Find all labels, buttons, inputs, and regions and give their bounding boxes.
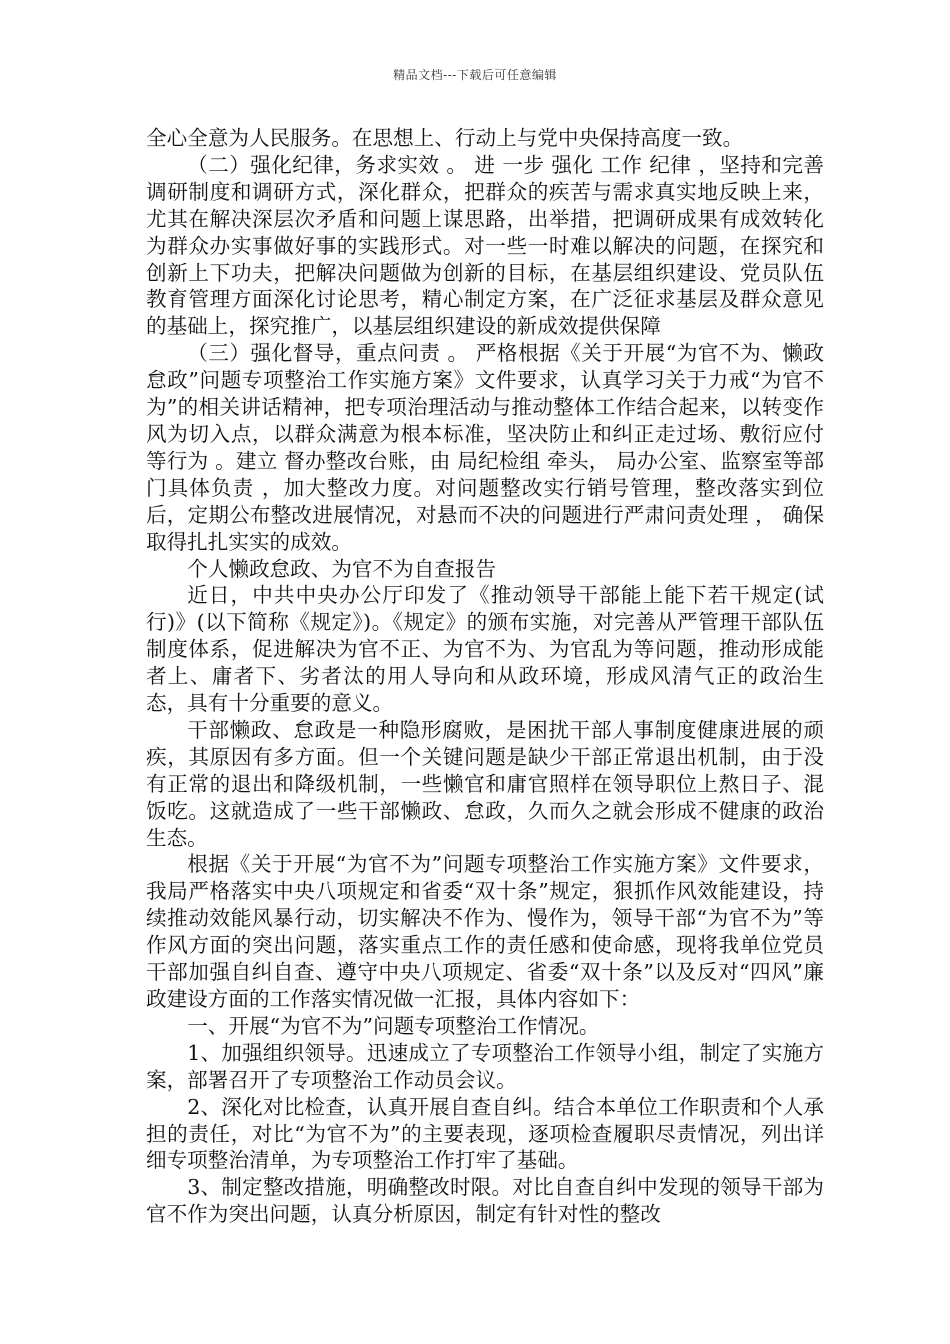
section-heading: 一、开展“为官不为”问题专项整治工作情况。 xyxy=(187,1013,600,1038)
document-body xyxy=(146,125,824,1228)
list-item: 3、制定整改措施，明确整改时限。对比自查自纠中发现的领导干部为官不作为突出问题，认真分析原因，制定有针对性的整改 xyxy=(146,1175,824,1227)
paragraph: （三）强化督导，重点问责 。 严格根据《关于开展“为官不为、懒政怠政”问题专项整治工作实施方案》文件要求，认真学习关于力戒“为官不为”的相关讲话精神，把专项治理活动与推动整体工作结合起来，以转变作风为切入点，以群众满意为根本标准，坚决防止和纠正走过场、敷衍应付等行为 。建立 督办整改台账，由 局纪检组 牵头， 局办公室、监察室等部门具体负责 ，加大整改力度。对问题整改实行销号管理，整改落实到位后，定期公布整改进展情况，对悬而不决的问题进行严肃问责处理 ， 确保取得扎扎实实的成效。 xyxy=(146,341,824,554)
section-title: 个人懒政怠政、为官不为自查报告 xyxy=(187,556,497,581)
paragraph: 近日，中共中央办公厅印发了《推动领导干部能上能下若干规定(试行)》(以下简称《规定》)。《规定》的颁布实施，对完善从严管理干部队伍制度体系，促进解决为官不正、为官不为、为官乱为等问题，推动形成能者上、庸者下、劣者汰的用人导向和从政环境，形成风清气正的政治生态，具有十分重要的意义。 xyxy=(146,583,824,716)
page-header: 精品文档---下载后可任意编辑 xyxy=(393,68,557,82)
paragraph: 根据《关于开展“为官不为”问题专项整治工作实施方案》文件要求，我局严格落实中央八项规定和省委“双十条”规定，狠抓作风效能建设，持续推动效能风暴行动，切实解决不作为、慢作为，领导干部“为官不为”等作风方面的突出问题，落实重点工作的责任感和使命感，现将我单位党员干部加强自纠自查、遵守中央八项规定、省委“双十条”以及反对“四风”廉政建设方面的工作落实情况做一汇报，具体内容如下： xyxy=(146,852,824,1011)
list-item: 1、加强组织领导。迅速成立了专项整治工作领导小组，制定了实施方案，部署召开了专项整治工作动员会议。 xyxy=(146,1040,824,1092)
paragraph: （二）强化纪律，务求实效 。 进 一步 强化 工作 纪律 ，坚持和完善调研制度和调研方式，深化群众，把群众的疾苦与需求真实地反映上来，尤其在解决深层次矛盾和问题上谋思路，出举措，把调研成果有成效转化为群众办实事做好事的实践形式。对一些一时难以解决的问题，在探究和创新上下功夫，把解决问题做为创新的目标，在基层组织建设、党员队伍教育管理方面深化讨论思考，精心制定方案，在广泛征求基层及群众意见的基础上，探究推广，以基层组织建设的新成效提供保障 xyxy=(146,152,824,339)
list-item: 2、深化对比检查，认真开展自查自纠。结合本单位工作职责和个人承担的责任，对比“为官不为”的主要表现，逐项检查履职尽责情况，列出详细专项整治清单，为专项整治工作打牢了基础。 xyxy=(146,1094,824,1173)
paragraph: 干部懒政、怠政是一种隐形腐败，是困扰干部人事制度健康进展的顽疾，其原因有多方面。但一个关键问题是缺少干部正常退出机制，由于没有正常的退出和降级机制，一些懒官和庸官照样在领导职位上熬日子、混饭吃。这就造成了一些干部懒政、怠政，久而久之就会形成不健康的政治生态。 xyxy=(146,717,824,850)
paragraph: 全心全意为人民服务。在思想上、行动上与党中央保持高度一致。 xyxy=(146,126,744,150)
